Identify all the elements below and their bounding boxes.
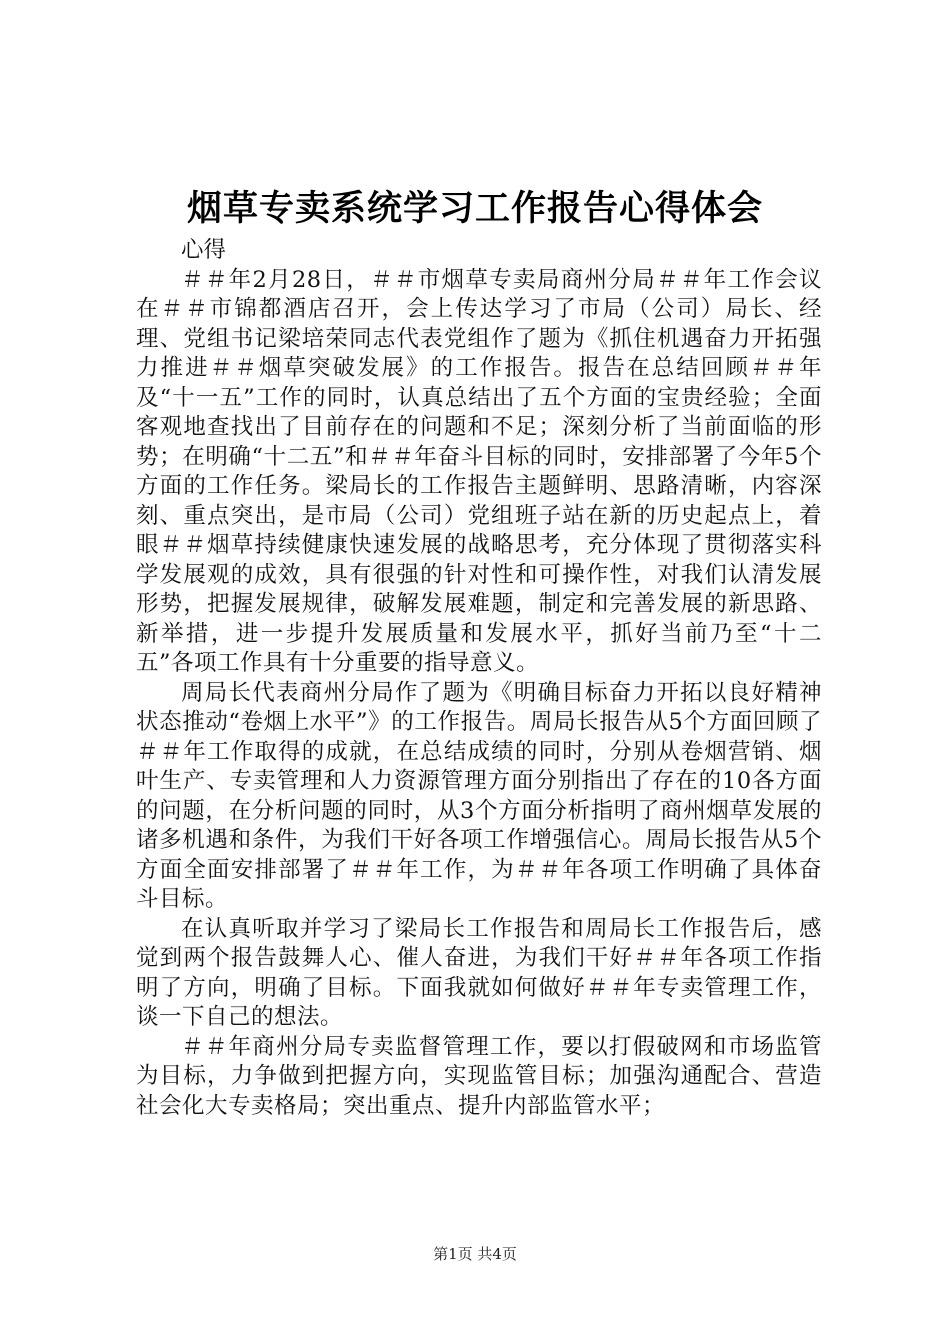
- paragraph: ＃＃年2月28日，＃＃市烟草专卖局商州分局＃＃年工作会议在＃＃市锦都酒店召开，会上传达学习了市局（公司）局长、经理、党组书记梁培荣同志代表党组作了题为《抓住机遇奋力开拓强力推进＃＃烟草突破发展》的工作报告。报告在总结回顾＃＃年及“十一五”工作的同时，认真总结出了五个方面的宝贵经验；全面客观地查找出了目前存在的问题和不足；深刻分析了当前面临的形势；在明确“十二五”和＃＃年奋斗目标的同时，安排部署了今年5个方面的工作任务。梁局长的工作报告主题鲜明、思路清晰，内容深刻、重点突出，是市局（公司）党组班子站在新的历史起点上，着眼＃＃烟草持续健康快速发展的战略思考，充分体现了贯彻落实科学发展观的成效，具有很强的针对性和可操作性，对我们认清发展形势，把握发展规律，破解发展难题，制定和完善发展的新思路、新举措，进一步提升发展质量和发展水平，抓好当前乃至“十二五”各项工作具有十分重要的指导意义。: [136, 266, 822, 676]
- paragraph: 在认真听取并学习了梁局长工作报告和周局长工作报告后，感觉到两个报告鼓舞人心、催人奋进，为我们干好＃＃年各项工作指明了方向，明确了目标。下面我就如何做好＃＃年专卖管理工作，谈一下自己的想法。: [136, 915, 822, 1030]
- paragraph: ＃＃年商州分局专卖监督管理工作，要以打假破网和市场监管为目标，力争做到把握方向，实现监管目标；加强沟通配合、营造社会化大专卖格局；突出重点、提升内部监管水平；: [136, 1033, 822, 1119]
- document-body: [136, 236, 822, 1121]
- paragraph: 周局长代表商州分局作了题为《明确目标奋力开拓以良好精神状态推动“卷烟上水平”》的工作报告。周局长报告从5个方面回顾了＃＃年工作取得的成就，在总结成绩的同时，分别从卷烟营销、烟叶生产、专卖管理和人力资源管理方面分别指出了存在的10各方面的问题，在分析问题的同时，从3个方面分析指明了商州烟草发展的诸多机遇和条件，为我们干好各项工作增强信心。周局长报告从5个方面全面安排部署了＃＃年工作，为＃＃年各项工作明确了具体奋斗目标。: [136, 679, 822, 912]
- document-subtitle: 心得: [181, 237, 227, 263]
- document-title: 烟草专卖系统学习工作报告心得体会: [186, 188, 763, 229]
- page-footer: 第1页 共4页: [433, 1245, 517, 1263]
